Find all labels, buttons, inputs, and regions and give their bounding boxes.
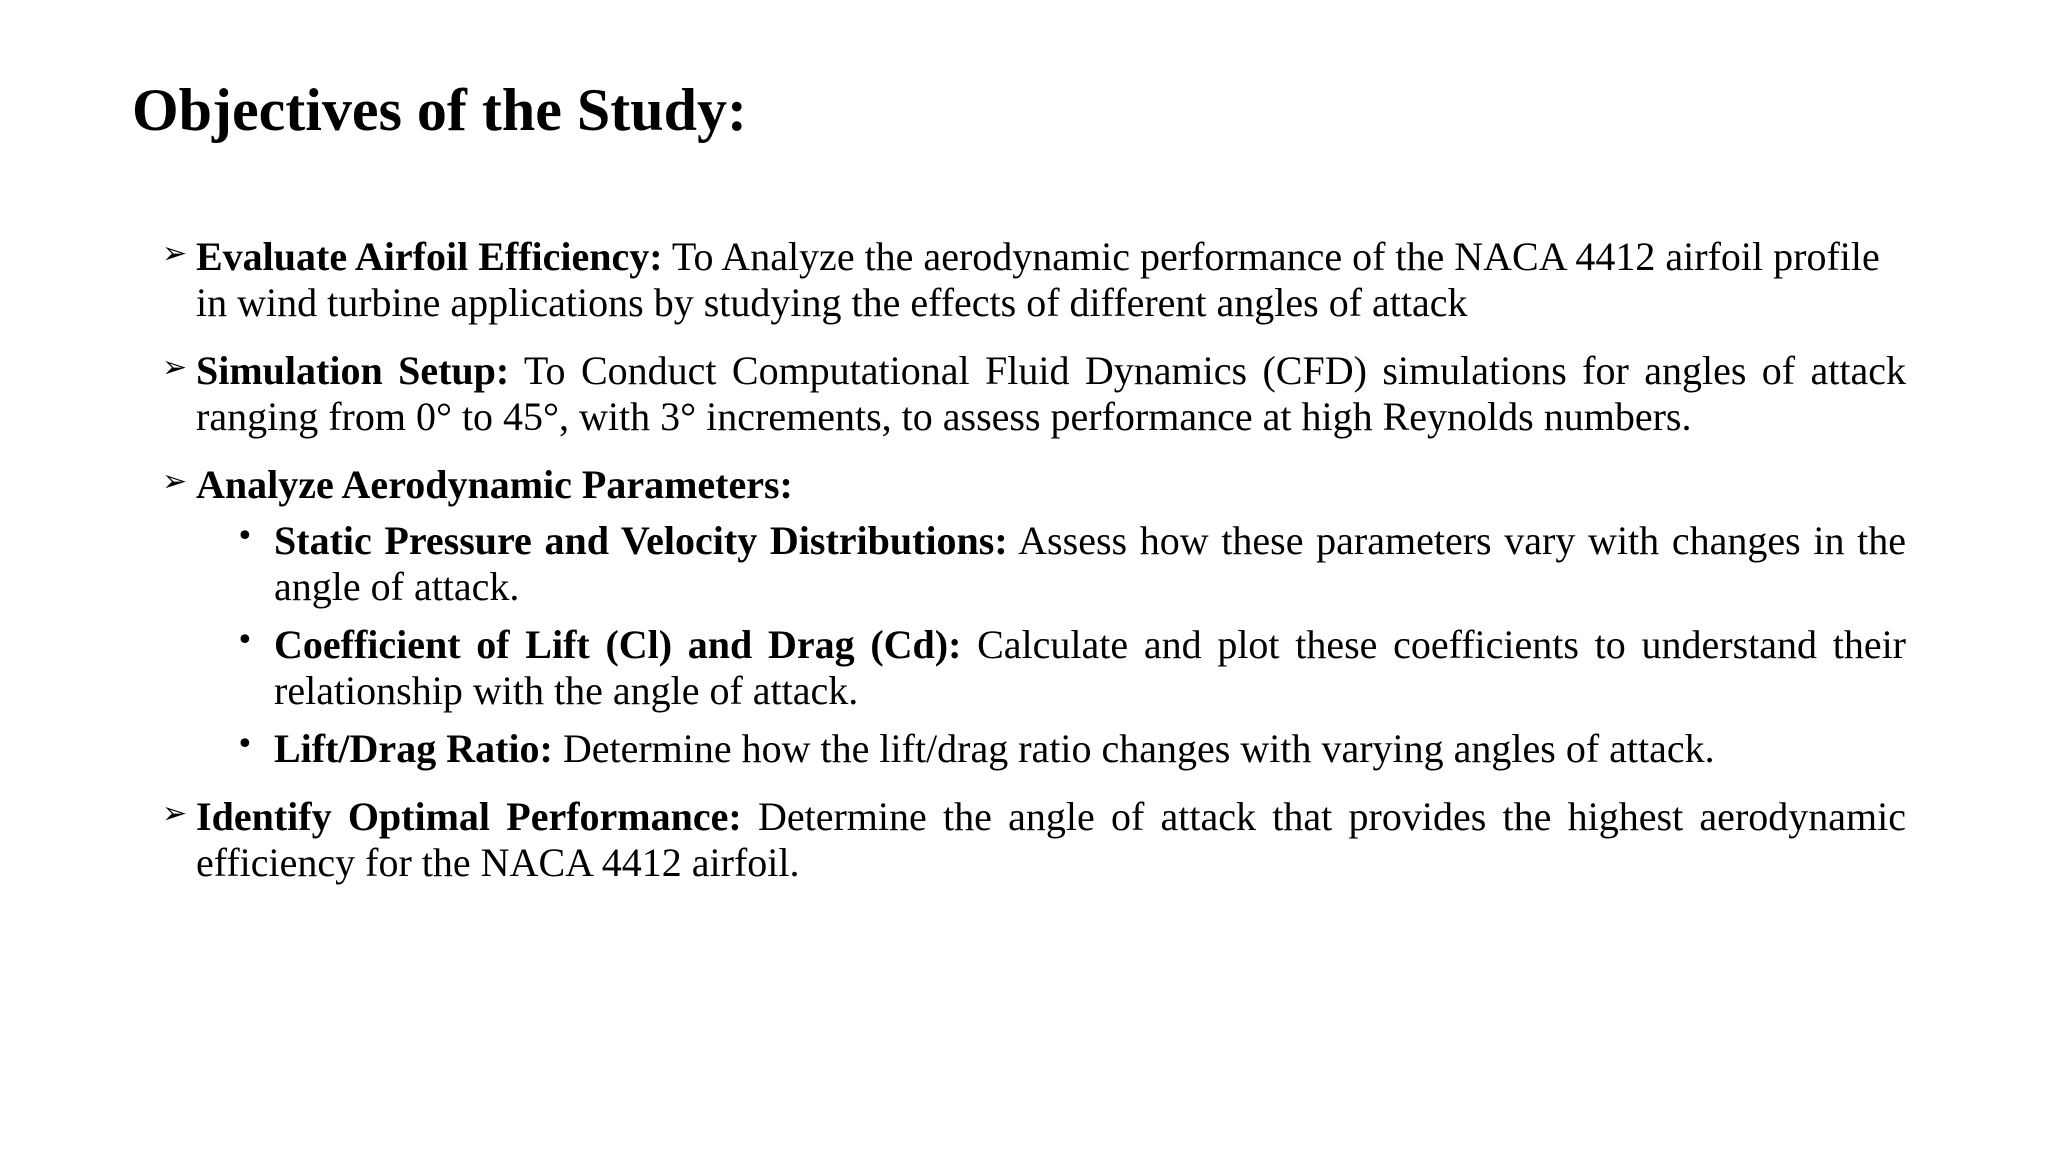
objective-heading: Analyze Aerodynamic Parameters: [196,462,793,507]
sub-objective-text: Assess how these parameters vary with changes in the angle of attack. [274,518,1907,609]
sub-objective-heading: Lift/Drag Ratio: [274,726,553,771]
arrow-bullet-icon: ➢ [162,350,188,385]
arrow-bullet-icon: ➢ [162,796,188,831]
objectives-list [162,234,1906,908]
objective-text: To Analyze the aerodynamic performance of the NACA 4412 airfoil profile in wind turbine applications by studying the effects of different angles of attack [196,234,1880,325]
sub-objective-text: Determine how the lift/drag ratio changes with varying angles of attack. [552,726,1715,771]
arrow-bullet-icon: ➢ [162,236,188,271]
sub-objective-lift-drag-ratio [236,726,1906,772]
objective-analyze-aerodynamic-parameters [162,462,1906,772]
objective-text: Determine the angle of attack that provides the highest aerodynamic efficiency for the NACA 4412 airfoil. [196,794,1906,885]
objective-simulation-setup [162,348,1906,440]
sub-objective-heading: Static Pressure and Velocity Distributions: [274,518,1008,563]
objective-heading: Evaluate Airfoil Efficiency: [196,234,663,279]
sub-objective-lift-drag-coefficients [236,622,1907,714]
sub-objective-heading: Coefficient of Lift (Cl) and Drag (Cd): [274,622,962,667]
objective-identify-optimal-performance [162,794,1906,886]
arrow-bullet-icon: ➢ [162,464,188,499]
slide-title: Objectives of the Study: [132,77,747,143]
objective-heading: Identify Optimal Performance: [196,794,742,839]
objective-heading: Simulation Setup: [196,348,510,393]
sub-objective-pressure-velocity [236,518,1907,610]
objective-evaluate-airfoil-efficiency [162,234,1906,326]
round-bullet-icon: • [236,519,254,554]
round-bullet-icon: • [236,623,254,658]
objective-text: To Conduct Computational Fluid Dynamics (CFD) simulations for angles of attack ranging from 0° to 45°, with 3° increments, to assess performance at high Reynolds numbers. [196,348,1906,439]
round-bullet-icon: • [236,727,254,762]
sub-objectives-list [196,518,1906,772]
sub-objective-text: Calculate and plot these coefficients to understand their relationship with the angle of attack. [274,622,1907,713]
